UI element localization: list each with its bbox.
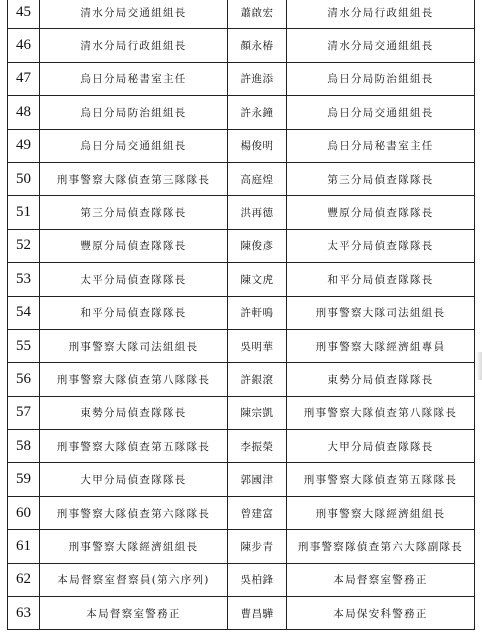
new-position: 烏日分局防治組組長 <box>287 62 475 95</box>
row-number: 59 <box>8 463 40 496</box>
row-number: 45 <box>8 0 40 29</box>
new-position: 本局督察室警務正 <box>287 563 475 596</box>
table-row <box>8 62 475 95</box>
row-number: 61 <box>8 530 40 563</box>
original-position: 和平分局偵查隊隊長 <box>40 296 228 329</box>
new-position: 大甲分局偵查隊隊長 <box>287 430 475 463</box>
person-name: 洪再德 <box>228 196 287 229</box>
row-number: 48 <box>8 96 40 129</box>
person-name: 陳俊彥 <box>228 229 287 262</box>
new-position: 烏日分局秘書室主任 <box>287 129 475 162</box>
row-number: 62 <box>8 563 40 596</box>
row-number: 50 <box>8 162 40 195</box>
row-number: 57 <box>8 396 40 429</box>
original-position: 本局督察室警務正 <box>40 597 228 630</box>
person-name: 郭國津 <box>228 463 287 496</box>
table-row <box>8 0 475 29</box>
row-number: 56 <box>8 363 40 396</box>
original-position: 烏日分局交通組組長 <box>40 129 228 162</box>
table-row <box>8 196 475 229</box>
person-name: 陳步青 <box>228 530 287 563</box>
original-position: 本局督察室督察員(第六序列) <box>40 563 228 596</box>
table-row <box>8 530 475 563</box>
person-name: 李振榮 <box>228 430 287 463</box>
row-number: 46 <box>8 29 40 62</box>
personnel-transfer-table <box>7 0 475 630</box>
person-name: 顏永椿 <box>228 29 287 62</box>
original-position: 東勢分局偵查隊隊長 <box>40 396 228 429</box>
original-position: 刑事警察大隊司法組組長 <box>40 329 228 362</box>
original-position: 清水分局行政組組長 <box>40 29 228 62</box>
new-position: 刑事警察大隊偵查第五隊隊長 <box>287 463 475 496</box>
row-number: 53 <box>8 263 40 296</box>
row-number: 51 <box>8 196 40 229</box>
person-name: 許永鐘 <box>228 96 287 129</box>
original-position: 刑事警察大隊經濟組組長 <box>40 530 228 563</box>
new-position: 刑事警察大隊經濟組專員 <box>287 329 475 362</box>
person-name: 吳明華 <box>228 329 287 362</box>
row-number: 47 <box>8 62 40 95</box>
original-position: 刑事警察大隊偵查第八隊隊長 <box>40 363 228 396</box>
row-number: 54 <box>8 296 40 329</box>
table-row <box>8 496 475 529</box>
new-position: 烏日分局交通組組長 <box>287 96 475 129</box>
table-row <box>8 162 475 195</box>
person-name: 陳文虎 <box>228 263 287 296</box>
table-body <box>8 0 475 630</box>
original-position: 刑事警察大隊偵查第六隊隊長 <box>40 496 228 529</box>
original-position: 豐原分局偵查隊隊長 <box>40 229 228 262</box>
row-number: 55 <box>8 329 40 362</box>
new-position: 太平分局偵查隊隊長 <box>287 229 475 262</box>
table-row <box>8 296 475 329</box>
row-number: 49 <box>8 129 40 162</box>
table-row <box>8 563 475 596</box>
person-name: 許銀滾 <box>228 363 287 396</box>
person-name: 許進添 <box>228 62 287 95</box>
table-row <box>8 229 475 262</box>
new-position: 第三分局偵查隊隊長 <box>287 162 475 195</box>
table-row <box>8 430 475 463</box>
row-number: 52 <box>8 229 40 262</box>
table-row <box>8 29 475 62</box>
table-row <box>8 463 475 496</box>
new-position: 刑事警察大隊經濟組組長 <box>287 496 475 529</box>
new-position: 刑事警察大隊偵查第八隊隊長 <box>287 396 475 429</box>
table-row <box>8 129 475 162</box>
new-position: 豐原分局偵查隊隊長 <box>287 196 475 229</box>
new-position: 清水分局行政組組長 <box>287 0 475 29</box>
row-number: 63 <box>8 597 40 630</box>
person-name: 曾建富 <box>228 496 287 529</box>
new-position: 刑事警察大隊司法組組長 <box>287 296 475 329</box>
new-position: 和平分局偵查隊隊長 <box>287 263 475 296</box>
table-row <box>8 96 475 129</box>
new-position: 清水分局交通組組長 <box>287 29 475 62</box>
row-number: 58 <box>8 430 40 463</box>
person-name: 吳柏鋒 <box>228 563 287 596</box>
original-position: 烏日分局秘書室主任 <box>40 62 228 95</box>
person-name: 高庭煌 <box>228 162 287 195</box>
table-row <box>8 597 475 630</box>
original-position: 刑事警察大隊偵查第三隊隊長 <box>40 162 228 195</box>
new-position: 東勢分局偵查隊隊長 <box>287 363 475 396</box>
original-position: 太平分局偵查隊隊長 <box>40 263 228 296</box>
page-edge-shadow <box>476 352 482 380</box>
person-name: 楊俊明 <box>228 129 287 162</box>
person-name: 陳宗凱 <box>228 396 287 429</box>
original-position: 刑事警察大隊偵查第五隊隊長 <box>40 430 228 463</box>
new-position: 本局保安科警務正 <box>287 597 475 630</box>
table-row <box>8 263 475 296</box>
row-number: 60 <box>8 496 40 529</box>
original-position: 烏日分局防治組組長 <box>40 96 228 129</box>
table-row <box>8 396 475 429</box>
original-position: 大甲分局偵查隊隊長 <box>40 463 228 496</box>
table-row <box>8 363 475 396</box>
person-name: 曹昌驊 <box>228 597 287 630</box>
person-name: 許軒鳴 <box>228 296 287 329</box>
person-name: 蕭啟宏 <box>228 0 287 29</box>
table-row <box>8 329 475 362</box>
new-position: 刑事警察隊偵查第六大隊副隊長 <box>287 530 475 563</box>
original-position: 第三分局偵查隊隊長 <box>40 196 228 229</box>
original-position: 清水分局交通組組長 <box>40 0 228 29</box>
